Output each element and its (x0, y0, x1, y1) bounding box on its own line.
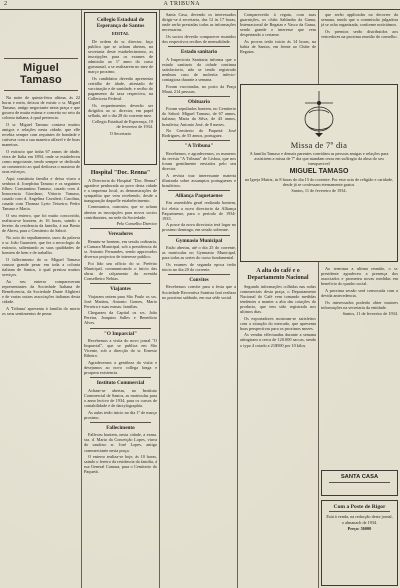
cross-emblem-icon (297, 89, 341, 139)
article-paragraph: Chegaram da Capital os srs. João Pereira, Joaquim Salles e Benedicto Alves. (84, 310, 157, 326)
article-paragraph: Acham-se abertas, no Instituto Commercial de Santos, as matriculas para o anno lectivo de 1934, para os cursos de contabilidade e de dactylographia. (84, 387, 157, 408)
ad-line: Preço: 5$000 (347, 526, 372, 532)
column-4 (240, 266, 316, 588)
article-paragraph: Ao terminar a ultima reunião, o sr. presidente agradeceu a presença dos associados e prometeu novas medidas em beneficio do quadro social. (321, 266, 398, 287)
column-4-lead (240, 12, 316, 82)
article-paragraph: Os exportadores mostram-se satisfeitos com a situação do mercado, que apresenta boas perspectivas para os proximos mezes. (240, 315, 316, 331)
article-paragraph: A 'Tribuna' apresenta á familia do morto os seus sentimentos de pezar. (2, 305, 80, 316)
article-paragraph: Segundo informações colhidas nas rodas commerciais desta praça, o Departamento Nacional do Café vem tomando medidas tendentes a manter a alta das cotações do producto, que tem sido registrada nos ultimos dias. (240, 283, 316, 314)
missa-notice-box (240, 84, 398, 262)
column-2 (84, 168, 157, 588)
article-headline: Miguel Tamaso (20, 62, 62, 86)
article-paragraph: As vendas effectuadas durante a semana attingiram a cerca de 120.000 saccas, sendo o typo 4 cotado a 21$500 por 10 kilos. (240, 332, 316, 348)
edital-paragraph: Os candidatos deverão apresentar certidão de idade, attestado de vaccinação e de sanidade, e recibo do pagamento da taxa respectiva, na Collectoria Federal. (88, 75, 153, 102)
section-headline: Viajantes (110, 286, 131, 292)
section-headline: Hospital "Doc. Renna" (90, 170, 151, 176)
article-paragraph: Os premios serão distribuidos aos vencedores na proxima reunião do conselho. (321, 28, 398, 39)
column-rule (81, 10, 82, 588)
article-paragraph: As aulas terão inicio no dia 1º de março proximo. (84, 409, 157, 420)
column-rule (159, 10, 160, 588)
article-paragraph: A Inspectoria Sanitaria informa que o estado sanitario da cidade continua satisfactorio, não se tendo registrado nenhum caso de molestia infecto-contagiosa durante a semana. (162, 56, 236, 82)
edital-box (84, 12, 157, 165)
article-paragraph: Na noite de quinta-feira ultima, ás 22 horas e meia, deixou de existir o sr. Miguel Tamaso, antigo negociante nesta praça e que gosava de muita estima e conceito no seio da colonia italiana, á qual pertencia. (2, 95, 80, 121)
section-headline: "A Tribuna" (184, 143, 214, 150)
ad-title: Com a Poste de Rigor (333, 504, 386, 510)
edital-signer: O Secretario (109, 131, 132, 137)
newspaper-title: A TRIBUNA (163, 1, 201, 7)
article-paragraph: Os exames de segunda epoca terão inicio no dia 20 do corrente. (162, 261, 236, 272)
section-headline: Vereadores (108, 231, 133, 238)
edital-paragraph: De ordem do sr. director, faço publico que se acham abertas, na secretaria deste estabelecimento, as inscripções para os exames de admissão ao 1º anno do curso gymnasial, a se realizarem no mez de março proximo. (88, 38, 153, 75)
section-headline: Estado sanitario (180, 49, 218, 56)
article-paragraph: O sr. Miguel Tamaso contava muitos amigos e relações nesta cidade, que elle recebia sempre com requintes de bondade e cativava com a sua maneira affavel e de boas maneiras. (2, 121, 80, 148)
article-paragraph: As provas terão inicio ás 14 horas, na bahia de Santos, em frente ao Clube de Regatas. (240, 38, 316, 55)
article-paragraph: A revista traz interessante materia illustrada sobre assumptos portuguezes e brasileiros. (162, 172, 236, 188)
article-paragraph: Os socios deverão comparecer munidos dos respectivos recibos de mensalidade. (162, 33, 236, 44)
section-headline: Instituto Commercial (96, 380, 145, 387)
article-paragraph: Comparecerão á regata, com suas guarnições, os clubs Saldanha da Gama, Internacional de Regatas e Vasco da Gama, sendo grande o interesse que vem despertando o certame. (240, 12, 316, 38)
edital-subtitle: EDITAL (111, 31, 130, 36)
missa-paragraph: na Igreja Matriz, ás 8 horas do dia 15 do corrente. Por esse acto de religião e caridade, desde já se confessam eternamente gratos. (244, 176, 394, 187)
article-paragraph: O extincto que tinha 67 annos de idade, viera de Italia em 1894, onde se estabeleceu como negociante, tendo sempre se dedicado ao commercio ao qual dedicava o maximo de seus esforços. (2, 148, 80, 175)
notice-box (321, 470, 398, 496)
page-number: 2 (4, 1, 8, 7)
article-paragraph: Communica, outrosim, que se acham abertas as inscripções para novos socios contribuintes, na sede da Sociedade. (84, 204, 157, 220)
section-headline: "O Imparcial" (104, 330, 137, 337)
article-paragraph: O enterro realiza-se hoje, ás 10 horas, saindo o feretro da residencia da familia, á rua General Camara, para o Cemiterio do Paquetá. (84, 454, 157, 475)
edital-paragraph: Os requerimentos deverão ser dirigidos ao sr. director, em papel sellado, até o dia 28 do corrente mez. (88, 102, 153, 118)
edital-signature: Collegio Estadual de Esperança, 10 de fevereiro de 1934. (92, 119, 153, 130)
header-rule (0, 9, 400, 10)
article-paragraph: Falleceu hontem, nesta cidade, a exma. sra. d. Maria da Conceição Lopes, viuva do saudoso sr. José Lopes, antigo commerciante nesta praça. (84, 432, 157, 453)
notice-brand: SANTA CASA (340, 474, 379, 480)
column-rule (237, 10, 238, 588)
article-signature: Pelo Conselho Director (116, 221, 157, 227)
edital-title: Collegio Estadual de Esperança de Santos (96, 17, 145, 29)
article-paragraph: No acto do sepultamento, usou da palavra o sr. João Guarnieri, que fez o necrologio do extincto, salientando as suas qualidades de homem de bem e de trabalho. (2, 234, 80, 256)
article-signature: Santos, 11 de fevereiro de 1934. (342, 311, 398, 317)
section-headline: Fallecimento (106, 424, 135, 431)
article-paragraph: Estão abertas, até o dia 25 do corrente, as matriculas no Gymnasio Municipal, para todas as series do curso fundamental. (162, 245, 236, 261)
article-paragraph: No Cemiterio do Paquetá: José Rodrigues, de 55 annos, portuguez. (162, 128, 236, 139)
article-paragraph: Reuniu-se hontem, em sessão ordinaria, a Camara Municipal, sob a presidencia do sr. Antonio Fernandes, sendo approvados diversos projectos de interesse publico. (84, 238, 157, 260)
article-paragraph: O seu enterro, que foi muito concorrido, realizou-se hontem, ás 16 horas, saindo o feretro da residencia da familia, á rua Bento de Abreu, para o Cemiterio do Saboó. (2, 213, 80, 234)
article-paragraph: Recebemos, e agradecemos, os numeros da revista "A Tribuna" de Lisboa, que nos foram gentilmente enviados pelo seu director. (162, 150, 236, 172)
article-paragraph: Aqui constituiu familia e deixa viuva a senhora d. Josephina Tamaso e os seguintes filhos: Constantino Tamaso, casado com d. Innocencia Giordano; Vittorio Tamaso, casado com d. Angelina Cavalieri; Carolina, casada com Thomaz Lyrio Teixeira; Pedro Tamaso e Maria. (2, 175, 80, 212)
article-paragraph: Foi lido um officio do sr. Prefeito Municipal, communicando o inicio das obras de calçamento da avenida Conselheiro Nebias. (84, 260, 157, 281)
column-5-lead (321, 12, 398, 82)
column-3 (162, 12, 236, 588)
article-paragraph: Em assembléa geral realizada hontem, foi eleita a nova directoria da Alliança Paquetaense, para o periodo de 1934-1935. (162, 200, 236, 221)
article-paragraph: A Directoria do Hospital "Doc. Renna" agradece penhorada ao povo desta cidade e a imprensa local, as demonstrações de sympathia que vem recebendo, desde a inauguração daquelle estabelecimento. (84, 177, 157, 203)
section-headline: Obituario (188, 98, 210, 105)
missa-deceased-name: MIGUEL TAMASO (289, 167, 349, 175)
page-header (0, 0, 400, 9)
article-paragraph: Viajaram ontem para São Paulo os srs. José Martins, Antonio Gomes, Mario Ferreira e suas exmas. familias. (84, 293, 157, 309)
article-paragraph: Recebemos convite para a festa que a Sociedade Recreativa Santista fará realizar no proximo sabbado, em sua séde social. (162, 284, 236, 300)
article-paragraph: Agradecemos a gentileza da visita e desejamos ao novo collega longa e prospera existencia. (84, 359, 157, 376)
article-paragraph: que serão applicadas no decorrer da semana, sendo que a commissão julgadora já se acha organizada, conforme noticiámos. (321, 12, 398, 28)
article-paragraph: Santa Casa, devendo os interessados dirigir-se á secretaria, das 12 ás 17 horas, onde serão prestadas todas as informações necessarias. (162, 12, 236, 33)
column-5 (321, 266, 398, 464)
article-paragraph: Recebemos a visita do novo jornal "O Imparcial", que se publica em São Vicente, sob a direcção do sr. Ernesto Ribeiro. (84, 338, 157, 359)
article-paragraph: A posse da nova directoria terá logar no proximo domingo, em sessão solemne. (162, 222, 236, 233)
missa-footer: Santos, 11 de fevereiro de 1934. (291, 188, 347, 194)
section-headline: Gymnasio Municipal (175, 237, 223, 244)
article-paragraph: Foram vaccinadas, no posto da Praça Mauá, 214 pessoas. (162, 83, 236, 94)
section-headline: A alta do café e o Departamento Nacional (247, 268, 309, 281)
section-headline: Alliança Paquetaense (175, 192, 223, 199)
article-miguel-tamaso (2, 58, 80, 588)
article-paragraph: Foram sepultados hontem, no Cemiterio do Saboó: Miguel Tamaso, de 67 annos, italiano; Maria da Silva, de 43 annos, brasileira; Antonio José, de 8 mezes. (162, 106, 236, 127)
missa-title: Missa de 7º dia (290, 140, 348, 150)
article-paragraph: A proxima sessão será convocada com a devida antecedencia. (321, 287, 398, 298)
missa-paragraph: A familia Tamaso e demais parentes convidam as pessoas amigas e relações para assistirem a missa de 7º dia que mandam rezar em suffragio da alma do seu inesquecivel (249, 151, 389, 167)
article-paragraph: O fallecimento do sr. Miguel Tamaso causou grande pesar em toda a colonia italiana de Santos, á qual prestou muitos serviços. (2, 256, 80, 278)
article-paragraph: Os interessados poderão obter maiores informações na secretaria da entidade. (321, 299, 398, 310)
article-paragraph: Ao seu enterro compareceram representantes da Sociedade Italiana de Beneficencia, da Sociedade Dante Alighieri e de varias outras associações italianas desta cidade. (2, 278, 80, 305)
section-headline: Convites (189, 276, 209, 283)
ad-line: Está á venda, na redacção deste jornal, o almanach de 1934. (326, 514, 393, 525)
advertisement-box (321, 500, 398, 586)
